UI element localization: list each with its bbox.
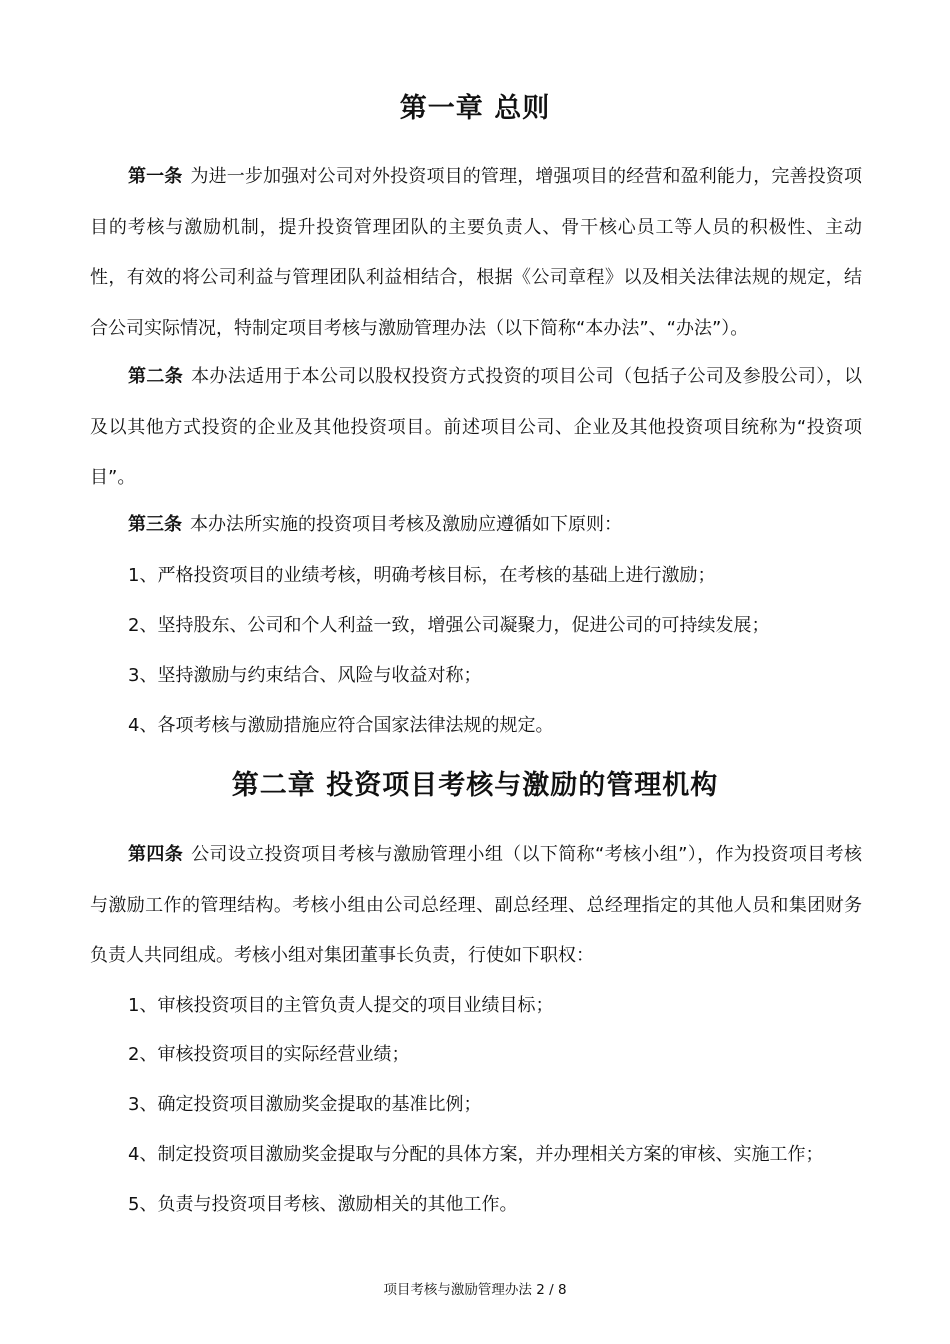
article-4-item-1: 1、审核投资项目的主管负责人提交的项目业绩目标； [128,995,554,1016]
article-4-label: 第四条 [128,844,184,865]
article-4-text: 公司设立投资项目考核与激励管理小组（以下简称“考核小组”），作为投资项目考核与激励工作的管理结构。考核小组由公司总经理、副总经理、总经理指定的其他人员和集团财务负责人共同组成。考核小组对集团董事长负责，行使如下职权： [90,844,862,967]
article-4-item-4: 4、制定投资项目激励奖金提取与分配的具体方案，并办理相关方案的审核、实施工作； [128,1144,824,1165]
article-4 [90,830,862,982]
article-1 [90,152,862,355]
article-3-item-1: 1、严格投资项目的业绩考核，明确考核目标，在考核的基础上进行激励； [128,565,716,586]
article-3 [90,500,862,551]
article-1-text: 为进一步加强对公司对外投资项目的管理，增强项目的经营和盈利能力，完善投资项目的考核与激励机制，提升投资管理团队的主要负责人、骨干核心员工等人员的积极性、主动性，有效的将公司利益与管理团队利益相结合，根据《公司章程》以及相关法律法规的规定，结合公司实际情况，特制定项目考核与激励管理办法（以下简称“本办法”、“办法”）。 [90,166,863,340]
article-3-label: 第三条 [128,514,182,535]
article-1-label: 第一条 [128,166,183,187]
article-2-text: 本办法适用于本公司以股权投资方式投资的项目公司（包括子公司及参股公司），以及以其他方式投资的企业及其他投资项目。前述项目公司、企业及其他投资项目统称为“投资项目”。 [90,366,862,489]
page-footer: 项目考核与激励管理办法 2 / 8 [383,1282,567,1298]
article-4-item-2: 2、审核投资项目的实际经营业绩； [128,1044,410,1065]
article-3-text: 本办法所实施的投资项目考核及激励应遵循如下原则： [190,514,622,535]
chapter-2-title: 第二章 投资项目考核与激励的管理机构 [231,770,719,801]
article-2 [90,352,862,504]
article-3-item-2: 2、坚持股东、公司和个人利益一致，增强公司凝聚力，促进公司的可持续发展； [128,615,770,636]
chapter-1-title: 第一章 总则 [399,93,551,124]
article-3-item-3: 3、坚持激励与约束结合、风险与收益对称； [128,665,482,686]
article-4-item-3: 3、确定投资项目激励奖金提取的基准比例； [128,1094,482,1115]
article-3-item-4: 4、各项考核与激励措施应符合国家法律法规的规定。 [128,715,554,736]
article-2-label: 第二条 [128,366,184,387]
article-4-item-5: 5、负责与投资项目考核、激励相关的其他工作。 [128,1194,518,1215]
